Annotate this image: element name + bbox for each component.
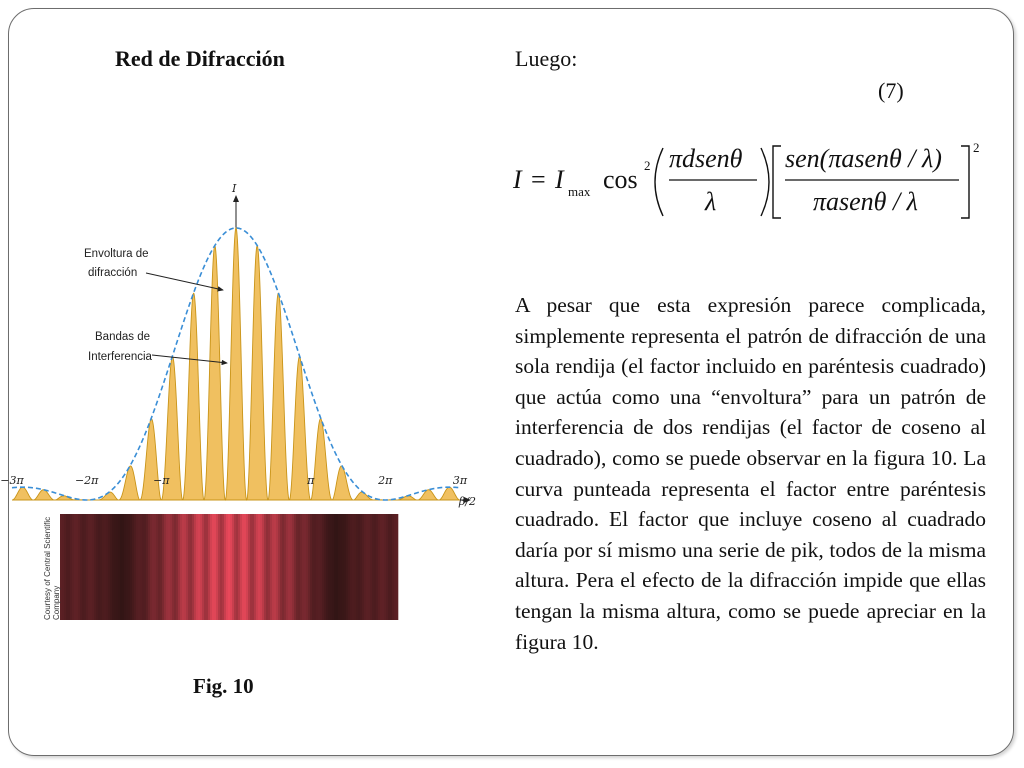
fringe-band-slice (244, 514, 246, 620)
explanation-paragraph: A pesar que esta expresión parece complicada, simplemente representa el patrón de difracción de una sola rendija (el factor incluido en paréntesis cuadrado) que actúa como una “envoltura” para un patrón de interferencia de dos rendijas (el factor de coseno al cuadrado), como se puede observar en la figura 10. La curva punteada representa el factor entre paréntesis cuadrado. El factor que incluye coseno al cuadrado daría por sí mismo una serie de pik, todos de la misma altura. Pera el efecto de la difracción impide que ellas tengan la misma altura, como se puede apreciar en la figura 10. (515, 293, 986, 654)
fringe-band-slice (106, 514, 108, 620)
fringe-band-slice (384, 514, 386, 620)
fringe-band-slice (156, 514, 158, 620)
fringe-band-slice (192, 514, 194, 620)
fringe-band-slice (248, 514, 250, 620)
fringe-band-slice (346, 514, 348, 620)
fringe-band-slice (278, 514, 280, 620)
fringe-band-slice (150, 514, 152, 620)
fringe-band-slice (258, 514, 260, 620)
fringe-band-slice (316, 514, 318, 620)
fringe-band-slice (112, 514, 114, 620)
fringe-band-slice (98, 514, 100, 620)
fringe-band-slice (162, 514, 164, 620)
fringe-band-slice (352, 514, 354, 620)
fringe-band-slice (336, 514, 338, 620)
intro-text: Luego: (515, 46, 578, 71)
fringe-band-slice (236, 514, 238, 620)
fringe-band-slice (368, 514, 370, 620)
fringe-pattern-bands (60, 514, 398, 620)
fringe-band-slice (332, 514, 334, 620)
fringe-band-slice (380, 514, 382, 620)
fringe-band-slice (234, 514, 236, 620)
fringe-band-slice (84, 514, 86, 620)
fringe-band-slice (370, 514, 372, 620)
fringe-band-slice (78, 514, 80, 620)
fringe-band-slice (136, 514, 138, 620)
fringe-band-slice (182, 514, 184, 620)
fringe-band-slice (72, 514, 74, 620)
fringe-band-slice (270, 514, 272, 620)
fringe-band-slice (206, 514, 208, 620)
fringe-band-slice (254, 514, 256, 620)
fringe-band-slice (226, 514, 228, 620)
fringe-band-slice (144, 514, 146, 620)
fringe-band-slice (284, 514, 286, 620)
fringe-band-slice (130, 514, 132, 620)
fringe-band-slice (382, 514, 384, 620)
fringe-band-slice (340, 514, 342, 620)
fringe-band-slice (184, 514, 186, 620)
fringe-band-slice (362, 514, 364, 620)
fringe-band-slice (288, 514, 290, 620)
formula-cos-exp: 2 (644, 158, 651, 173)
fringe-band-slice (142, 514, 144, 620)
fringe-band-slice (366, 514, 368, 620)
fringe-band-slice (102, 514, 104, 620)
fringe-band-slice (90, 514, 92, 620)
fringe-band-slice (212, 514, 214, 620)
fringe-band-slice (128, 514, 130, 620)
fringe-band-slice (298, 514, 300, 620)
fringe-band-slice (280, 514, 282, 620)
fringe-band-slice (330, 514, 332, 620)
fringe-band-slice (310, 514, 312, 620)
fringe-band-slice (74, 514, 76, 620)
fringe-band-slice (190, 514, 192, 620)
fringe-band-slice (186, 514, 188, 620)
fringe-band-slice (210, 514, 212, 620)
fringe-band-slice (262, 514, 264, 620)
fringe-band-slice (204, 514, 206, 620)
envelope-annotation-line1: Envoltura de (84, 248, 149, 260)
fringe-band-slice (172, 514, 174, 620)
fringe-band-slice (96, 514, 98, 620)
y-axis-label: I (232, 182, 237, 195)
photo-credit-line2: Company (52, 585, 61, 620)
fringe-band-slice (374, 514, 376, 620)
fringe-band-slice (126, 514, 128, 620)
fringe-band-slice (242, 514, 244, 620)
fringe-band-slice (250, 514, 252, 620)
fringe-band-slice (158, 514, 160, 620)
fringe-band-slice (232, 514, 234, 620)
fringe-band-slice (372, 514, 374, 620)
fringe-band-slice (396, 514, 398, 620)
fringe-band-slice (358, 514, 360, 620)
formula-bracket-denominator: πasenθ / λ (813, 187, 918, 216)
fringe-band-slice (202, 514, 204, 620)
formula-cos: cos (603, 165, 638, 194)
fringe-band-slice (134, 514, 136, 620)
fringe-band-slice (132, 514, 134, 620)
equation-number: (7) (878, 78, 904, 103)
fringe-band-slice (92, 514, 94, 620)
fringe-band-slice (166, 514, 168, 620)
fringe-band-slice (300, 514, 302, 620)
fringe-band-slice (200, 514, 202, 620)
x-tick-label: −2π (74, 474, 99, 487)
fringe-band-slice (354, 514, 356, 620)
fringe-band-slice (302, 514, 304, 620)
fringe-band-slice (392, 514, 394, 620)
fringe-band-slice (304, 514, 306, 620)
fringe-band-slice (292, 514, 294, 620)
fringe-band-slice (390, 514, 392, 620)
fringe-band-slice (116, 514, 118, 620)
figure-caption: Fig. 10 (193, 674, 254, 698)
fringe-band-slice (264, 514, 266, 620)
fringe-band-slice (338, 514, 340, 620)
interference-fringes (12, 228, 460, 500)
fringe-band-slice (80, 514, 82, 620)
envelope-annotation-line2: difracción (88, 267, 138, 279)
x-axis-label: β/2 (458, 495, 476, 508)
bands-annotation-line2: Interferencia (88, 351, 152, 363)
fringe-band-slice (164, 514, 166, 620)
fringe-band-slice (334, 514, 336, 620)
fringe-band-slice (64, 514, 66, 620)
x-tick-label: π (307, 474, 315, 487)
fringe-band-slice (376, 514, 378, 620)
fringe-band-slice (360, 514, 362, 620)
fringe-band-slice (170, 514, 172, 620)
fringe-band-slice (100, 514, 102, 620)
fringe-band-slice (306, 514, 308, 620)
fringe-band-slice (386, 514, 388, 620)
photo-credit (43, 517, 61, 620)
fringe-band-slice (268, 514, 270, 620)
fringe-band-slice (320, 514, 322, 620)
formula-bracket-numerator: sen(πasenθ / λ) (785, 144, 942, 173)
x-tick-label: −π (153, 474, 170, 487)
fringe-band-slice (240, 514, 242, 620)
fringe-band-slice (118, 514, 120, 620)
fringe-band-slice (378, 514, 380, 620)
fringe-band-slice (86, 514, 88, 620)
fringe-band-slice (238, 514, 240, 620)
fringe-band-slice (224, 514, 226, 620)
fringe-band-slice (114, 514, 116, 620)
fringe-band-slice (230, 514, 232, 620)
fringe-band-slice (194, 514, 196, 620)
envelope-arrow (146, 273, 223, 290)
fringe-band-slice (88, 514, 90, 620)
fringe-band-slice (198, 514, 200, 620)
fringe-band-slice (318, 514, 320, 620)
fringe-band-slice (146, 514, 148, 620)
fringe-band-slice (70, 514, 72, 620)
formula-cos-denominator: λ (705, 187, 717, 216)
fringe-band-slice (290, 514, 292, 620)
fringe-band-slice (312, 514, 314, 620)
fringe-band-slice (140, 514, 142, 620)
fringe-band-slice (276, 514, 278, 620)
slide-title: Red de Difracción (115, 46, 285, 71)
fringe-band-slice (82, 514, 84, 620)
fringe-band-slice (160, 514, 162, 620)
fringe-band-slice (214, 514, 216, 620)
formula-imax-sub: max (568, 184, 591, 199)
fringe-band-slice (326, 514, 328, 620)
intensity-formula (505, 130, 995, 230)
fringe-band-slice (314, 514, 316, 620)
formula-cos-numerator: πdsenθ (669, 144, 743, 173)
fringe-band-slice (154, 514, 156, 620)
fringe-band-slice (94, 514, 96, 620)
fringe-band-slice (108, 514, 110, 620)
fringe-band-slice (272, 514, 274, 620)
x-tick-label: 2π (378, 474, 393, 487)
fringe-band-slice (348, 514, 350, 620)
fringe-band-slice (294, 514, 296, 620)
bands-annotation-line1: Bandas de (95, 331, 150, 343)
fringe-band-slice (148, 514, 150, 620)
photo-credit-line1: Courtesy of Central Scientific (43, 516, 52, 620)
fringe-band-slice (246, 514, 248, 620)
fringe-band-slice (178, 514, 180, 620)
fringe-band-slice (138, 514, 140, 620)
formula-equals: = (531, 165, 546, 194)
fringe-band-slice (176, 514, 178, 620)
fringe-band-slice (324, 514, 326, 620)
fringe-band-slice (394, 514, 396, 620)
fringe-band-slice (274, 514, 276, 620)
fringe-band-slice (152, 514, 154, 620)
fringe-band-slice (260, 514, 262, 620)
fringe-band-slice (68, 514, 70, 620)
fringe-band-slice (350, 514, 352, 620)
fringe-band-slice (196, 514, 198, 620)
fringe-band-slice (208, 514, 210, 620)
fringe-band-slice (328, 514, 330, 620)
fringe-band-slice (168, 514, 170, 620)
formula-bracket-exp: 2 (973, 140, 980, 155)
fringe-band-slice (180, 514, 182, 620)
fringe-band-slice (218, 514, 220, 620)
x-tick-label: 3π (452, 474, 468, 487)
fringe-band-slice (252, 514, 254, 620)
x-tick-label: −3π (0, 474, 24, 487)
fringe-band-slice (286, 514, 288, 620)
fringe-band-slice (66, 514, 68, 620)
fringe-band-slice (308, 514, 310, 620)
fringe-band-slice (122, 514, 124, 620)
formula-imax: I (555, 165, 564, 194)
fringe-band-slice (296, 514, 298, 620)
fringe-band-slice (388, 514, 390, 620)
fringe-band-slice (188, 514, 190, 620)
fringe-band-slice (344, 514, 346, 620)
fringe-band-slice (364, 514, 366, 620)
fringe-band-slice (104, 514, 106, 620)
fringe-band-slice (174, 514, 176, 620)
fringe-band-slice (76, 514, 78, 620)
fringe-band-slice (222, 514, 224, 620)
fringe-band-slice (256, 514, 258, 620)
fringe-band-slice (342, 514, 344, 620)
fringe-band-slice (266, 514, 268, 620)
fringe-band-slice (356, 514, 358, 620)
formula-lhs: I (513, 165, 522, 194)
fringe-band-slice (322, 514, 324, 620)
fringe-band-slice (216, 514, 218, 620)
fringe-band-slice (110, 514, 112, 620)
fringe-band-slice (282, 514, 284, 620)
fringe-band-slice (228, 514, 230, 620)
fringe-band-slice (120, 514, 122, 620)
diffraction-figure (0, 170, 480, 625)
fringe-band-slice (220, 514, 222, 620)
fringe-band-slice (62, 514, 64, 620)
fringe-band-slice (124, 514, 126, 620)
